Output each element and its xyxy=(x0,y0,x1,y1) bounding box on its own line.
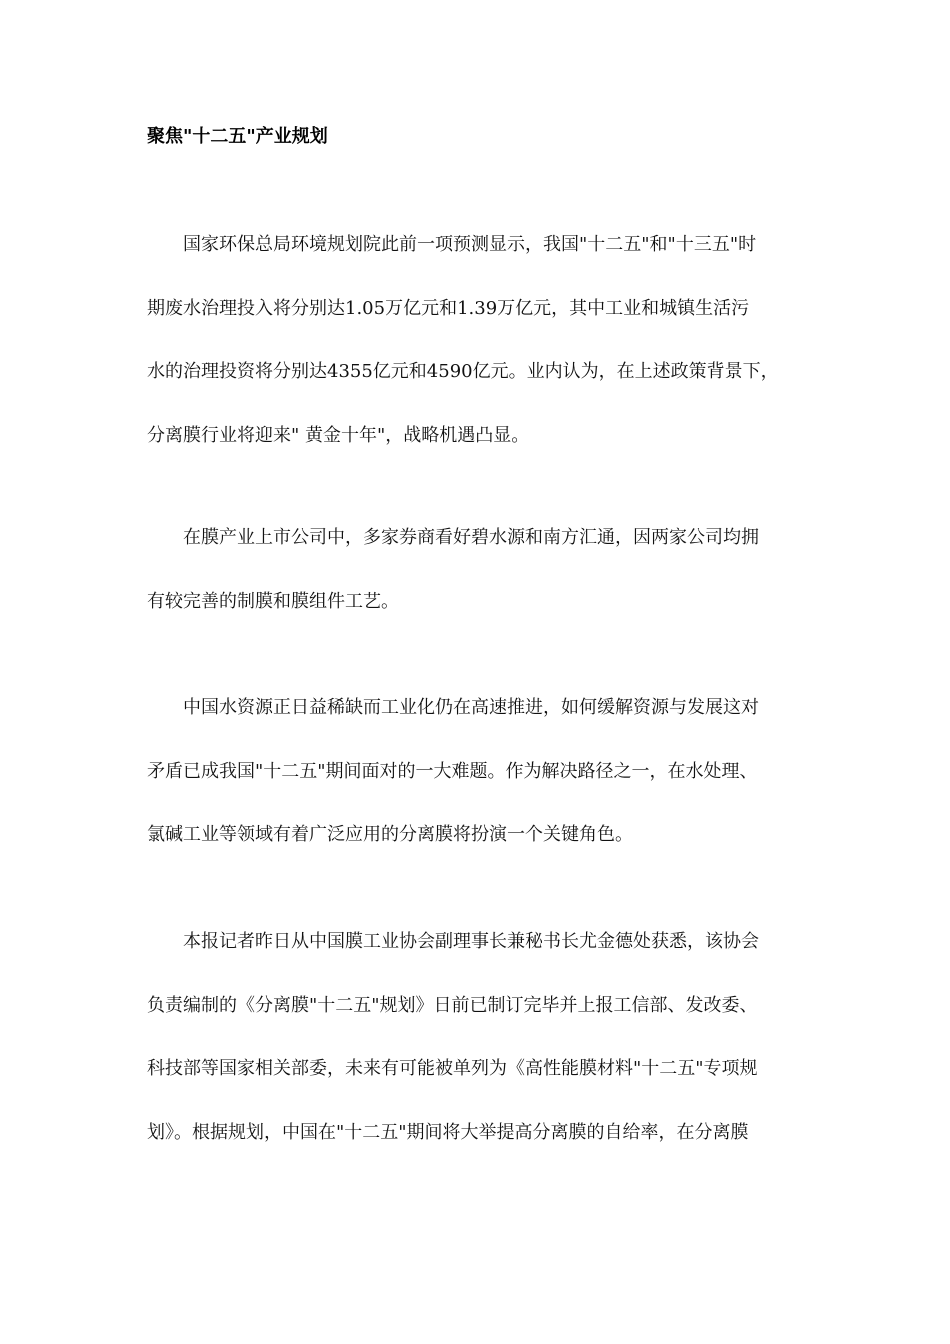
paragraph-investment-forecast xyxy=(147,232,807,486)
document-title: 聚焦"十二五"产业规划 xyxy=(147,126,328,147)
paragraph-line: 矛盾已成我国"十二五"期间面对的一大难题。作为解决路径之一，在水处理、 xyxy=(147,760,758,782)
paragraph-listed-companies xyxy=(147,525,807,652)
paragraph-line: 分离膜行业将迎来" 黄金十年"，战略机遇凸显。 xyxy=(147,424,530,446)
paragraph-industry-plan xyxy=(147,929,807,1183)
paragraph-line: 水的治理投资将分别达4355亿元和4590亿元。业内认为，在上述政策背景下， xyxy=(147,361,779,382)
paragraph-line: 划》。根据规划，中国在"十二五"期间将大举提高分离膜的自给率，在分离膜 xyxy=(147,1121,749,1143)
paragraph-line: 科技部等国家相关部委，未来有可能被单列为《高性能膜材料"十二五"专项规 xyxy=(147,1058,758,1079)
paragraph-line: 国家环保总局环境规划院此前一项预测显示，我国"十二五"和"十三五"时 xyxy=(183,234,757,255)
paragraph-line: 在膜产业上市公司中，多家券商看好碧水源和南方汇通，因两家公司均拥 xyxy=(183,527,759,548)
paragraph-line: 负责编制的《分离膜"十二五"规划》日前已制订完毕并上报工信部、发改委、 xyxy=(147,994,758,1016)
paragraph-line: 期废水治理投入将分别达1.05万亿元和1.39万亿元，其中工业和城镇生活污 xyxy=(147,297,750,319)
paragraph-line: 有较完善的制膜和膜组件工艺。 xyxy=(147,590,399,612)
paragraph-line: 中国水资源正日益稀缺而工业化仍在高速推进，如何缓解资源与发展这对 xyxy=(183,697,759,718)
paragraph-water-resources xyxy=(147,695,807,886)
paragraph-line: 氯碱工业等领域有着广泛应用的分离膜将扮演一个关键角色。 xyxy=(147,824,633,845)
paragraph-line: 本报记者昨日从中国膜工业协会副理事长兼秘书长尤金德处获悉，该协会 xyxy=(183,931,759,952)
